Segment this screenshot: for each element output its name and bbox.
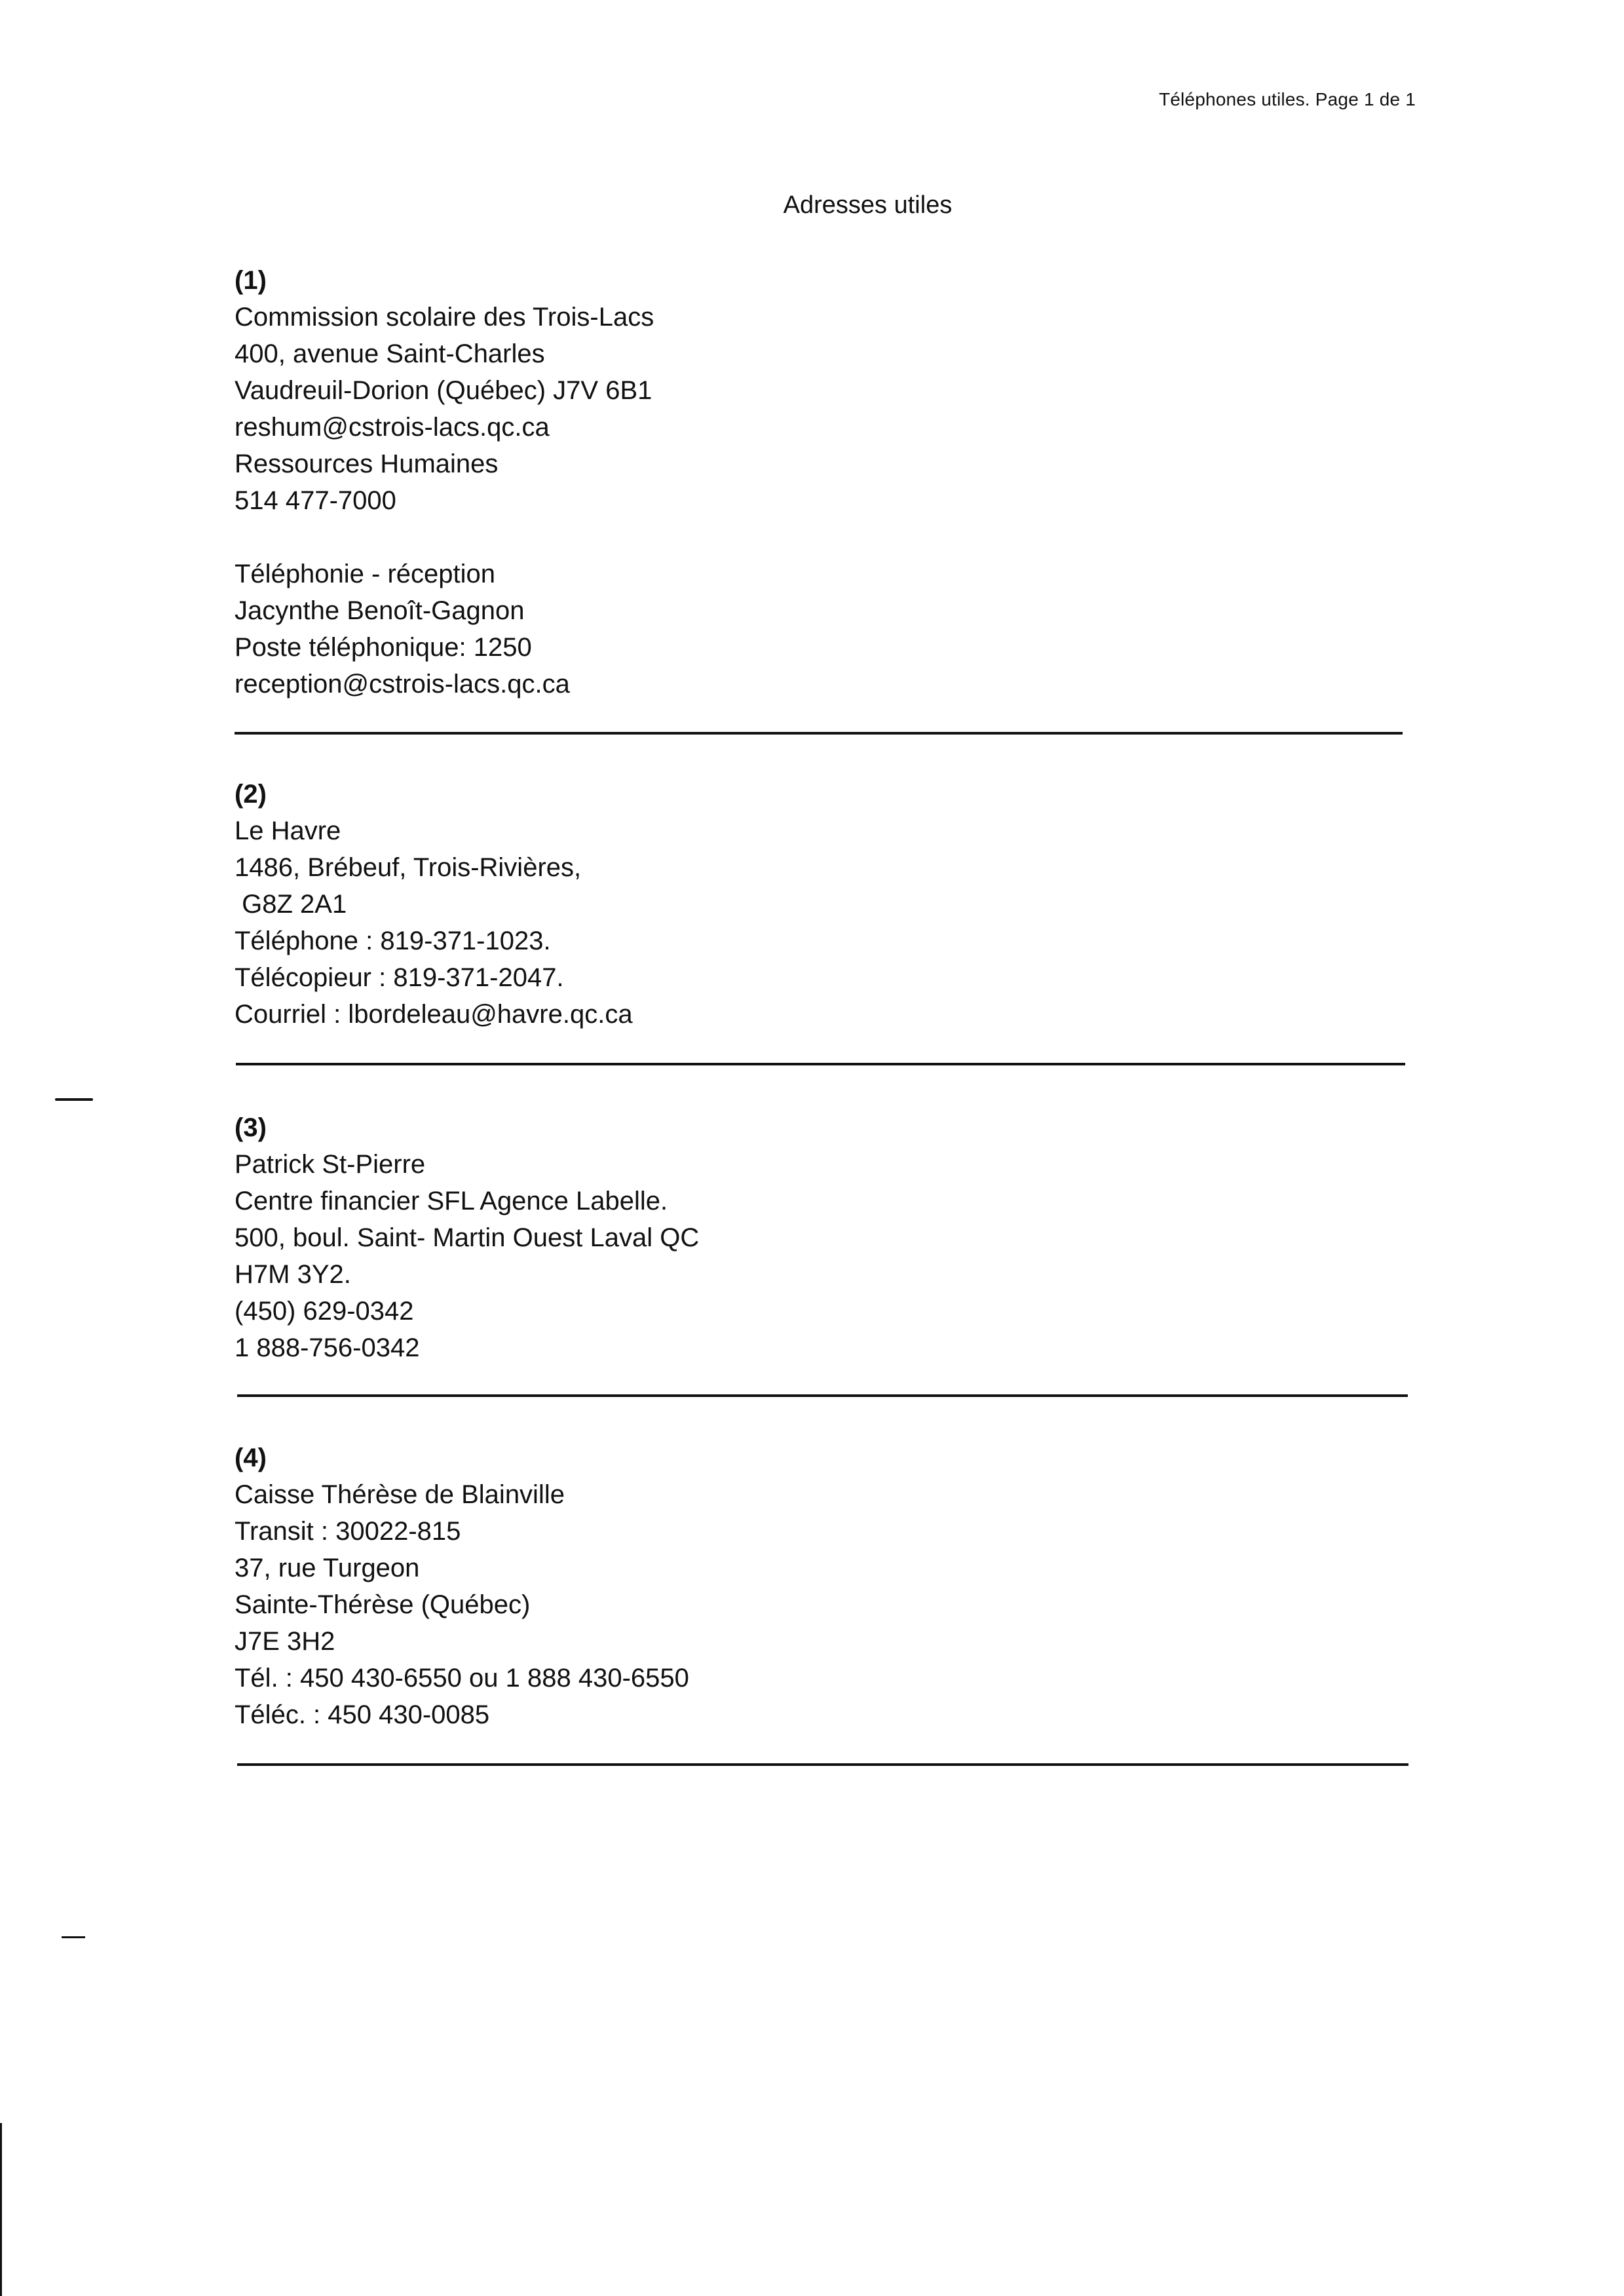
- contact-name: Jacynthe Benoît-Gagnon: [235, 596, 525, 625]
- scan-mark: [55, 1098, 93, 1101]
- entry-number: (3): [235, 1113, 267, 1142]
- separator-line: [237, 1394, 1408, 1397]
- department: Ressources Humaines: [235, 450, 499, 478]
- blank-line: [235, 519, 1407, 556]
- scan-mark: [62, 1936, 85, 1938]
- entry-number: (4): [235, 1444, 267, 1472]
- entry-number: (2): [235, 780, 267, 809]
- address-entry: [235, 262, 1407, 702]
- street-address: 500, boul. Saint- Martin Ouest Laval QC: [235, 1223, 700, 1252]
- fax: Télécopieur : 819-371-2047.: [235, 963, 564, 992]
- contact-name: Patrick St-Pierre: [235, 1150, 426, 1179]
- address-entry: [235, 1440, 1407, 1733]
- street-address: 37, rue Turgeon: [235, 1554, 420, 1582]
- entry-number: (1): [235, 266, 267, 295]
- phone: Tél. : 450 430-6550 ou 1 888 430-6550: [235, 1664, 689, 1693]
- separator-line: [236, 1063, 1405, 1065]
- street-address: 400, avenue Saint-Charles: [235, 339, 545, 368]
- separator-line: [235, 732, 1403, 735]
- document-title: Adresses utiles: [783, 191, 953, 219]
- phone: (450) 629-0342: [235, 1297, 414, 1326]
- organization-name: Caisse Thérèse de Blainville: [235, 1480, 565, 1509]
- organization-name: Centre financier SFL Agence Labelle.: [235, 1187, 668, 1215]
- postal-code: H7M 3Y2.: [235, 1260, 351, 1289]
- address-entry: [235, 776, 1407, 1033]
- email: Courriel : lbordeleau@havre.qc.ca: [235, 1000, 633, 1029]
- organization-name: Le Havre: [235, 816, 341, 845]
- street-address: 1486, Brébeuf, Trois-Rivières,: [235, 853, 582, 882]
- phone: Téléphone : 819-371-1023.: [235, 927, 551, 955]
- page-header: Téléphones utiles. Page 1 de 1: [1158, 89, 1416, 109]
- city: Sainte-Thérèse (Québec): [235, 1590, 531, 1619]
- fax: Téléc. : 450 430-0085: [235, 1700, 490, 1729]
- organization-name: Commission scolaire des Trois-Lacs: [235, 303, 654, 332]
- address-entry: [235, 1109, 1407, 1366]
- toll-free-phone: 1 888-756-0342: [235, 1333, 420, 1362]
- separator-line: [237, 1763, 1408, 1766]
- contact-email: reception@cstrois-lacs.qc.ca: [235, 670, 570, 698]
- email: reshum@cstrois-lacs.qc.ca: [235, 413, 550, 442]
- postal-code: G8Z 2A1: [235, 890, 347, 919]
- transit-number: Transit : 30022-815: [235, 1517, 461, 1546]
- postal-code: J7E 3H2: [235, 1627, 335, 1656]
- sub-department: Téléphonie - réception: [235, 560, 496, 588]
- phone: 514 477-7000: [235, 486, 396, 515]
- phone-extension: Poste téléphonique: 1250: [235, 633, 532, 662]
- scan-edge-mark: [0, 2123, 2, 2296]
- city-postal: Vaudreuil-Dorion (Québec) J7V 6B1: [235, 376, 652, 405]
